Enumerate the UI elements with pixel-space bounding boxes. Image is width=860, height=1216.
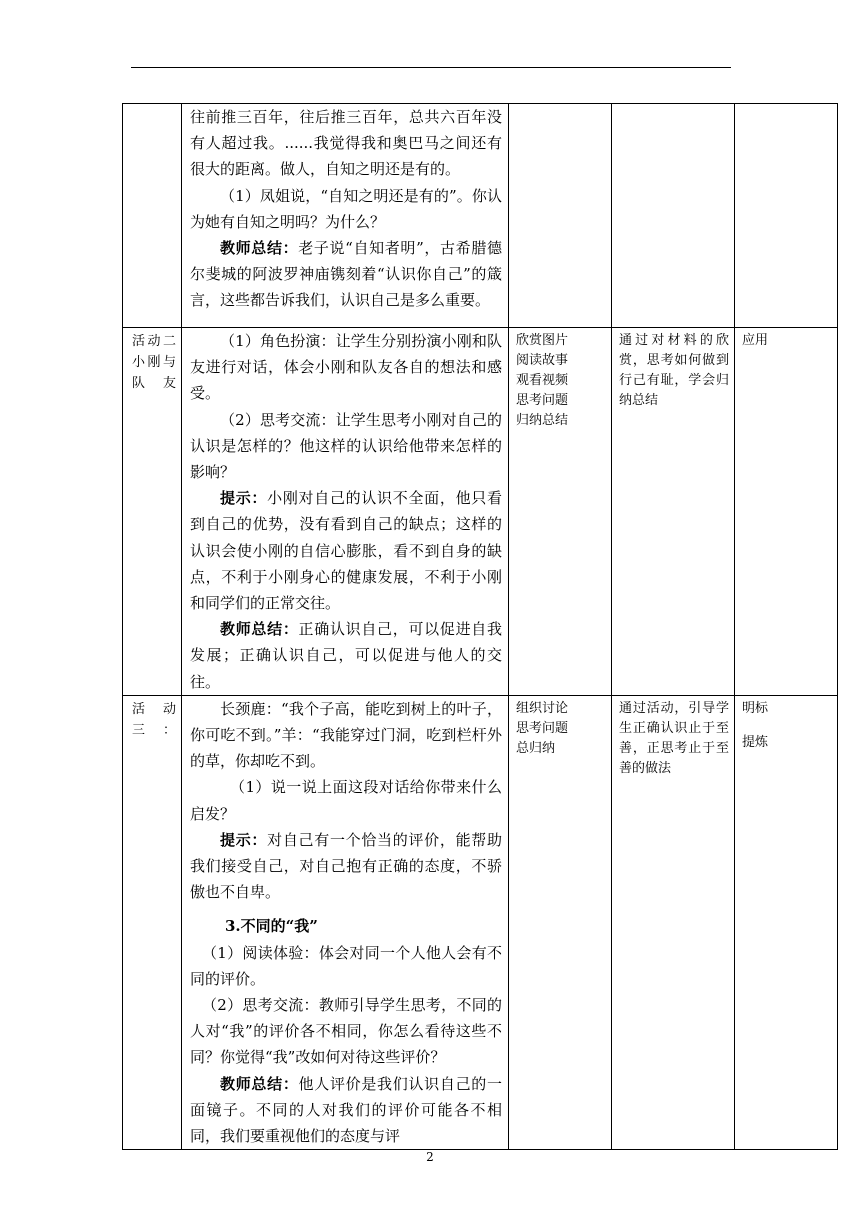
teacher-summary: 教师总结：老子说“自知者明”，古希腊德尔斐城的阿波罗神庙镌刻着“认识你自己”的箴言，这些都告诉我们，认识自己是多么重要。: [190, 239, 502, 310]
note-cell: [735, 104, 838, 328]
activity-label: 活动三：: [132, 701, 176, 738]
method-item: 观看视频: [516, 373, 569, 388]
discussion-text: （2）思考交流：教师引导学生思考，不同的人对“我”的评价各不相同，你怎么看待这些不同？你觉得“我”改如何对待这些评价？: [190, 996, 502, 1067]
goal-cell: [612, 328, 735, 696]
reading-text: （1）阅读体验：体会对同一个人他人会有不同的评价。: [190, 943, 502, 988]
section-title: 3.不同的“我”: [225, 917, 318, 936]
dialogue-text: 长颈鹿：“我个子高，能吃到树上的叶子，你可吃不到。”羊：“我能穿过门洞，吃到栏杆外的草，你却吃不到。: [190, 699, 502, 771]
activity-cell: [123, 104, 182, 328]
method-item: 归纳总结: [516, 413, 569, 428]
goal-text: 通过对材料的欣赏，思考如何做到行己有耻，学会归纳总结: [619, 333, 729, 408]
method-cell: [509, 695, 612, 1149]
activity-label: 活动二小刚与队友: [132, 334, 176, 391]
method-item: 阅读故事: [516, 353, 569, 368]
table-row: [123, 104, 838, 328]
goal-text: 通过活动，引导学生正确认识止于至善，正思考止于至善的做法: [619, 700, 729, 776]
teacher-summary: 教师总结：他人评价是我们认识自己的一面镜子。不同的人对我们的评价可能各不相同，我们要重视他们的态度与评: [190, 1074, 502, 1146]
content-cell: [182, 695, 509, 1149]
content-cell: [182, 104, 509, 328]
note-cell: [735, 328, 838, 696]
hint-text: 提示：对自己有一个恰当的评价，能帮助我们接受自己，对自己抱有正确的态度，不骄傲也不自卑。: [190, 830, 502, 902]
question-text: （1）凤姐说，“自知之明还是有的”。你认为她有自知之明吗？为什么？: [190, 186, 502, 231]
table-row: [123, 328, 838, 696]
lesson-plan-table: [122, 103, 838, 1150]
activity-cell: [123, 695, 182, 1149]
table-row: [123, 695, 838, 1149]
note-text: 应用: [742, 333, 769, 348]
header-rule: [131, 67, 731, 68]
teacher-summary: 教师总结：正确认识自己，可以促进自我发展；正确认识自己，可以促进与他人的交往。: [190, 620, 502, 691]
hint-text: 提示：小刚对自己的认识不全面，他只看到自己的优势，没有看到自己的缺点；这样的认识会使小刚的自信心膨胀，看不到自身的缺点，不利于小刚身心的健康发展，不利于小刚和同学们的正常交往。: [190, 489, 502, 613]
method-item: 思考问题: [516, 393, 569, 408]
note-text: 明标: [742, 700, 769, 716]
content-cell: [182, 328, 509, 696]
method-item: 总归纳: [516, 740, 556, 756]
method-item: 组织讨论: [516, 700, 569, 716]
discussion-text: （2）思考交流：让学生思考小刚对自己的认识是怎样的？他这样的认识给他带来怎样的影响？: [190, 410, 502, 482]
note-text: 提炼: [742, 734, 769, 750]
content-text: 往前推三百年，往后推三百年，总共六百年没有人超过我。......我觉得我和奥巴马之间还有很大的距离。做人，自知之明还是有的。: [190, 108, 502, 179]
role-play-text: （1）角色扮演：让学生分别扮演小刚和队友进行对话，体会小刚和队友各自的想法和感受。: [190, 332, 502, 403]
page-number: 2: [426, 1150, 434, 1164]
method-item: 欣赏图片: [516, 333, 569, 348]
method-item: 思考问题: [516, 720, 569, 736]
goal-cell: [612, 104, 735, 328]
question-text: （1）说一说上面这段对话给你带来什么启发？: [190, 778, 502, 823]
method-cell: [509, 328, 612, 696]
activity-cell: [123, 328, 182, 696]
note-cell: [735, 695, 838, 1149]
goal-cell: [612, 695, 735, 1149]
method-cell: [509, 104, 612, 328]
